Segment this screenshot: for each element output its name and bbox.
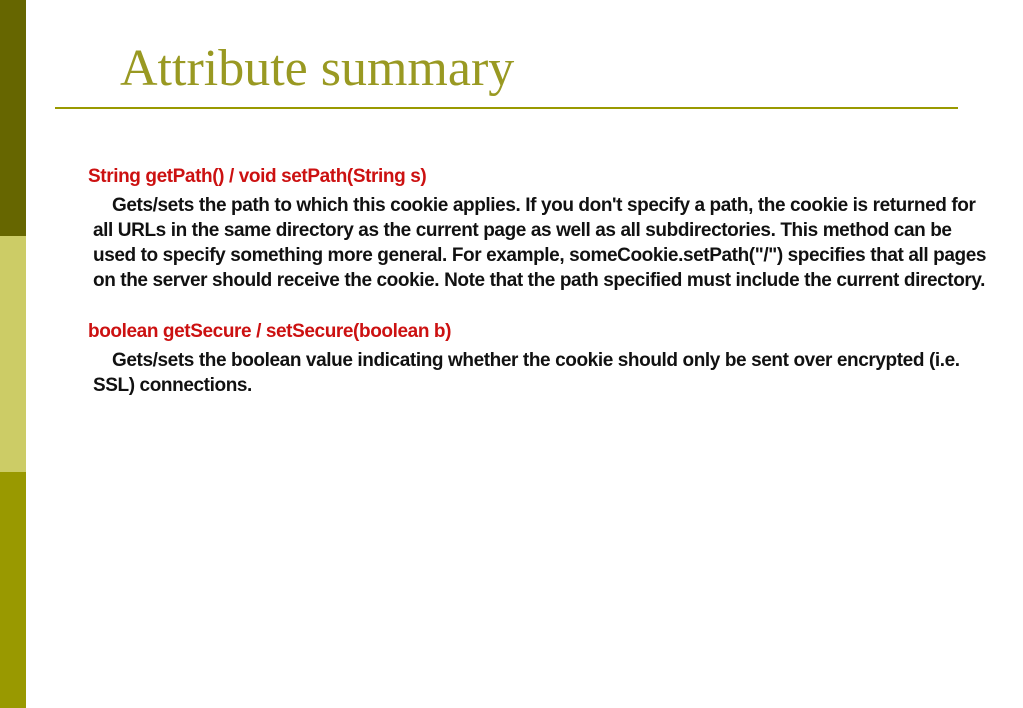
title-underline <box>55 107 958 109</box>
method-description: Gets/sets the path to which this cookie applies. If you don't specify a path, the cookie is returned for all URLs in the same directory as the current page as well as all subdirectories. This method can be used to specify something more general. For example, someCookie.setPath("/") specifies that all pages on the server should receive the cookie. Note that the path specified must include the current directory. <box>93 195 987 291</box>
attribute-entry-path <box>88 164 988 293</box>
method-description: Gets/sets the boolean value indicating whether the cookie should only be sent over encrypted (i.e. SSL) connections. <box>93 350 960 396</box>
sidebar-band-middle <box>0 236 26 472</box>
sidebar-band-bottom <box>0 472 26 708</box>
attribute-entry-secure <box>88 319 988 398</box>
slide-content <box>88 164 988 424</box>
slide-title: Attribute summary <box>120 40 515 97</box>
method-signature: boolean getSecure / setSecure(boolean b) <box>88 321 452 342</box>
sidebar-band-top <box>0 0 26 236</box>
method-signature: String getPath() / void setPath(String s) <box>88 166 427 187</box>
